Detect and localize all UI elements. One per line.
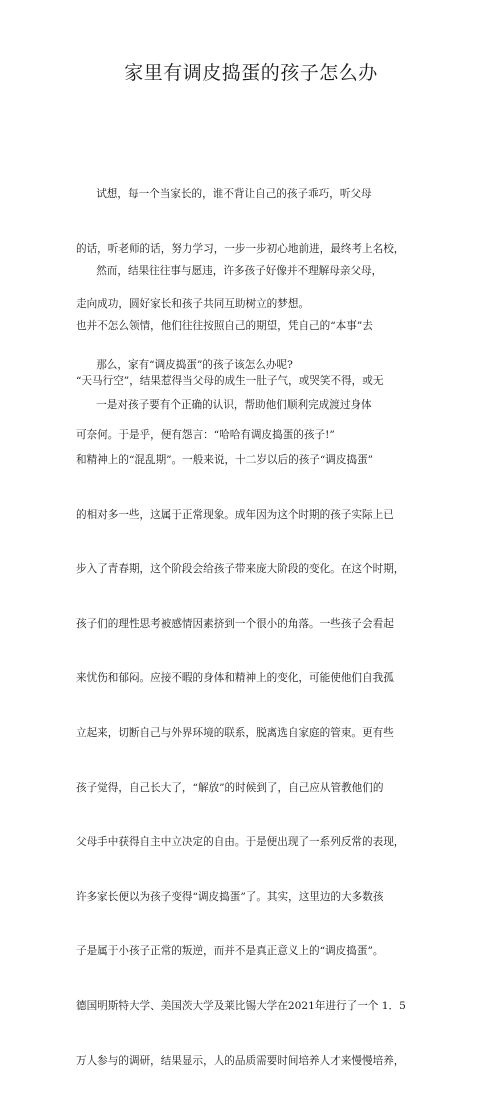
text-line: 和精神上的“混乱期”。一般来说，十二岁以后的孩子“调皮捣蛋” [76, 454, 374, 466]
text-line: 一是对孩子要有个正确的认识，帮助他们顺利完成渡过身体 [76, 399, 372, 412]
text-line: 子是属于小孩子正常的叛逆，而并不是真正意义上的“调皮捣蛋”。 [76, 945, 384, 958]
paragraph-4 [76, 360, 446, 1106]
text-line: 走向成功，圆好家长和孩子共同互助树立的梦想。 [76, 297, 310, 310]
text-line: 德国明斯特大学、美国茨大学及莱比锡大学在2021年进行了一个 1．5 [76, 999, 406, 1012]
text-line: 来忧伤和郁闷。应接不暇的身体和精神上的变化，可能使他们自我孤 [76, 672, 394, 685]
text-line: 父母手中获得自主中立决定的自由。于是便出现了一系列反常的表现， [76, 836, 405, 849]
text-line: 孩子觉得，自己长大了，“解放”的时候到了，自己应从管教他们的 [76, 781, 384, 794]
text-line: 的相对多一些，这属于正常现象。成年因为这个时期的孩子实际上已 [76, 508, 394, 521]
text-line: 的话，听老师的话，努力学习，一步一步初心地前进，最终考上名校， [76, 243, 405, 255]
text-line: 步入了青春期，这个阶段会给孩子带来庞大阶段的变化。在这个时期， [76, 563, 405, 576]
text-line: 孩子们的理性思考被感情因素挤到一个很小的角落。一些孩子会看起 [76, 617, 394, 630]
text-line: “天马行空”，结果惹得当父母的成生一肚子气，或哭笑不得，或无 [76, 374, 384, 387]
text-line: 可奈何。于是乎，便有怨言：“哈哈有调皮捣蛋的孩子!” [76, 429, 335, 442]
text-line: 万人参与的调研，结果显示，人的品质需要时间培养人才来慢慢培养， [76, 1054, 405, 1067]
text-line: 那么，家有“调皮捣蛋”的孩子该怎么办呢? [76, 359, 293, 372]
text-line: 立起来，切断自己与外界环境的联系，脱离选自家庭的管束。更有些 [76, 726, 394, 739]
text-line: 试想，每一个当家长的，谁不背让自己的孩子乖巧，听父母 [76, 188, 372, 201]
text-line: 也并不怎么领情，他们往往按照自己的期望，凭自己的“本事”去 [76, 320, 373, 332]
document-title: 家里有调皮捣蛋的孩子怎么办 [124, 62, 378, 84]
text-line: 然而，结果往往事与愿违，许多孩子好像并不理解母亲父母， [76, 265, 383, 278]
text-line: 许多家长便以为孩子变得“调皮捣蛋”了。其实，这里边的大多数孩 [76, 890, 384, 903]
